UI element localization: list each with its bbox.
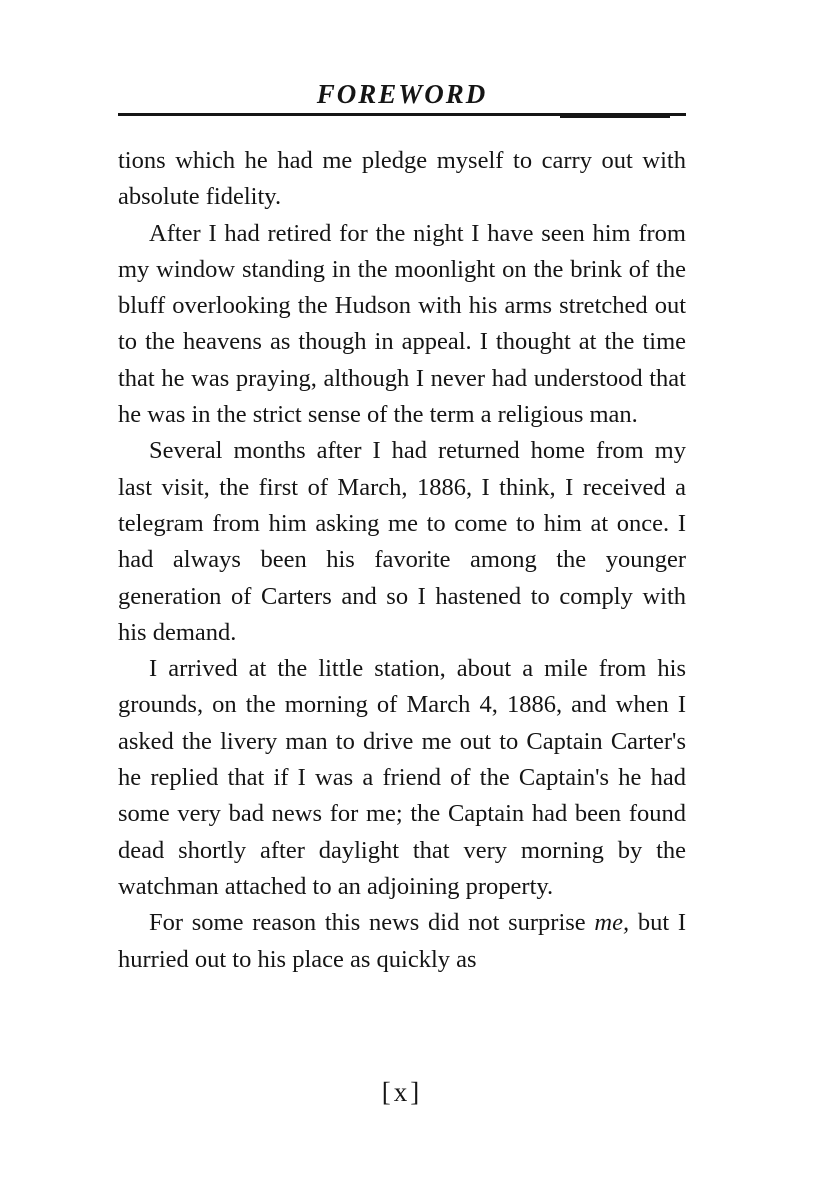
paragraph-last-end: but I hurried out to his place as quickly as [118,909,686,973]
header-rule-accent [560,116,670,118]
paragraph: I arrived at the little station, about a mile from his grounds, on the morning of March 4, 1886, and when I asked the livery man to drive me out to Captain Carter's he replied that if I was a friend of the Captain's he had some very bad news for me; the Captain had been found dead shortly after daylight that very morning by the watchman attached to an adjoining property. [118,655,686,900]
page-body [118,143,686,978]
paragraph-last [118,905,686,978]
page-number: [x] [381,1077,423,1107]
paragraph-continued: tions which he had me pledge myself to carry out with absolute fidelity. [118,147,686,211]
paragraph-last-start: For some reason this news did not surprise [149,909,595,937]
emphasis-text: me, [594,909,630,937]
page-header [118,74,686,114]
paragraph: Several months after I had returned home from my last visit, the first of March, 1886, I think, I received a telegram from him asking me to come to him at once. I had always been his favorite among the younger generation of Carters and so I hastened to comply with his demand. [118,437,686,646]
running-title: FOREWORD [316,79,488,109]
paragraph: After I had retired for the night I have seen him from my window standing in the moonlight on the brink of the bluff overlooking the Hudson with his arms stretched out to the heavens as though in appeal. I thought at the time that he was praying, although I never had understood that he was in the strict sense of the term a religious man. [118,219,686,429]
